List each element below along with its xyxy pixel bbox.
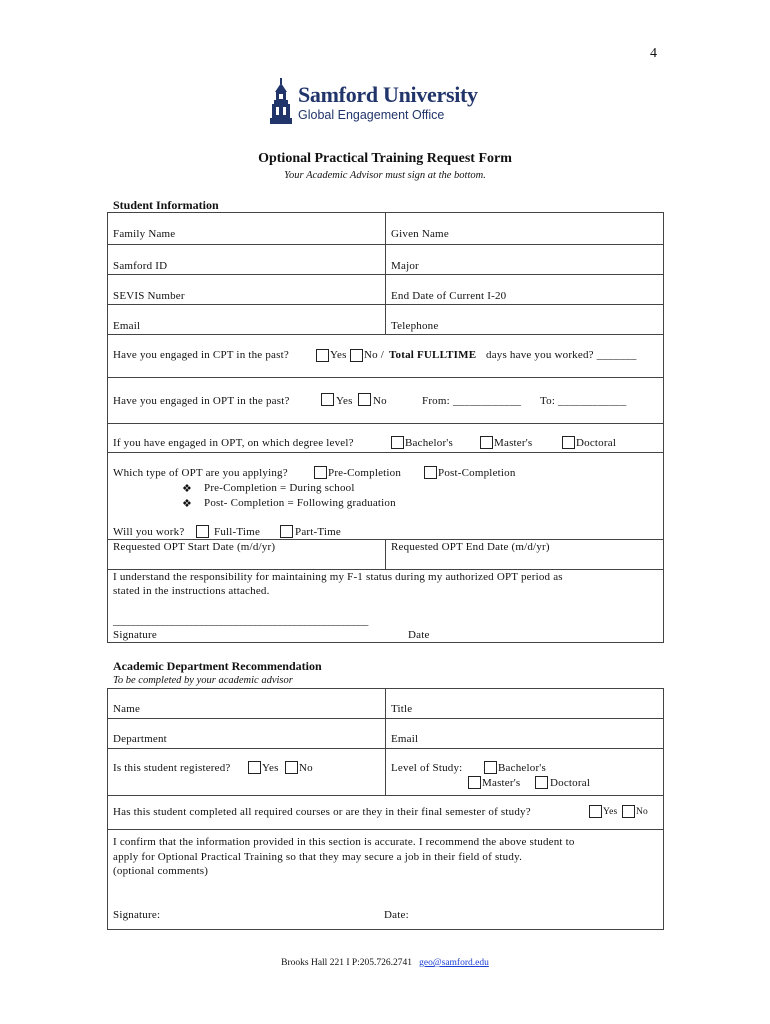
level-of-study-label: Level of Study: [391, 762, 463, 774]
advisor-name-field[interactable]: Name [113, 703, 141, 715]
registered-question: Is this student registered? [113, 762, 231, 774]
part-time-checkbox[interactable] [280, 525, 293, 538]
cpt-question: Have you engaged in CPT in the past? [113, 349, 289, 361]
degree-masters-checkbox[interactable] [480, 436, 493, 449]
courses-no-checkbox[interactable] [622, 805, 635, 818]
optional-comments-field[interactable]: (optional comments) [113, 865, 209, 877]
registered-no-checkbox[interactable] [285, 761, 298, 774]
opt-question: Have you engaged in OPT in the past? [113, 395, 290, 407]
opt-start-date-field[interactable]: Requested OPT Start Date (m/d/yr) [113, 541, 276, 553]
opt-to-field[interactable]: To: ____________ [540, 395, 627, 407]
form-subtitle: Your Academic Advisor must sign at the bottom. [284, 170, 486, 181]
pre-completion-checkbox[interactable] [314, 466, 327, 479]
bullet-pre-completion: Pre-Completion = During school [204, 482, 355, 494]
degree-doctoral-checkbox[interactable] [562, 436, 575, 449]
advisor-signature-label[interactable]: Signature: [113, 909, 161, 921]
cpt-no-label: No / [364, 349, 385, 361]
samford-logo [268, 78, 508, 128]
academic-heading: Academic Department Recommendation [113, 659, 322, 673]
pre-completion-label: Pre-Completion [328, 467, 402, 479]
form-title: Optional Practical Training Request Form [258, 151, 512, 166]
part-time-label: Part-Time [295, 526, 342, 538]
student-info-heading: Student Information [113, 198, 219, 212]
opt-no-label: No [373, 395, 387, 407]
level-bachelors-label: Bachelor's [498, 762, 546, 774]
footer-address: Brooks Hall 221 I P:205.726.2741 [281, 958, 413, 968]
level-doctoral-checkbox[interactable] [535, 776, 548, 789]
post-completion-checkbox[interactable] [424, 466, 437, 479]
advisor-department-field[interactable]: Department [113, 733, 167, 745]
logo-university-name: Samford University [298, 82, 478, 107]
major-field[interactable]: Major [391, 260, 419, 272]
student-date-label[interactable]: Date [408, 629, 430, 641]
level-doctoral-label: Doctoral [550, 777, 591, 789]
advisor-date-label[interactable]: Date: [384, 909, 409, 921]
understand-statement-line2: stated in the instructions attached. [113, 585, 270, 597]
registered-no-label: No [299, 762, 313, 774]
academic-subheading: To be completed by your academic advisor [113, 675, 293, 686]
footer-email-link[interactable]: geo@samford.edu [419, 958, 489, 968]
given-name-field[interactable]: Given Name [391, 228, 449, 240]
post-completion-label: Post-Completion [438, 467, 516, 479]
bullet-icon: ❖ [182, 498, 193, 510]
logo-office-name: Global Engagement Office [298, 108, 445, 122]
advisor-title-field[interactable]: Title [391, 703, 413, 715]
courses-yes-label: Yes [603, 807, 618, 817]
opt-no-checkbox[interactable] [358, 393, 371, 406]
registered-yes-label: Yes [262, 762, 279, 774]
total-fulltime-label: Total FULLTIME [389, 349, 477, 361]
telephone-field[interactable]: Telephone [391, 320, 439, 332]
understand-statement-line1: I understand the responsibility for maintaining my F-1 status during my authorized OPT period as [113, 571, 563, 583]
courses-yes-checkbox[interactable] [589, 805, 602, 818]
full-time-checkbox[interactable] [196, 525, 209, 538]
degree-bachelors-checkbox[interactable] [391, 436, 404, 449]
confirm-statement-line2: apply for Optional Practical Training so that they may secure a job in their field of study. [113, 851, 523, 863]
cpt-yes-checkbox[interactable] [316, 349, 329, 362]
opt-yes-checkbox[interactable] [321, 393, 334, 406]
i20-end-date-field[interactable]: End Date of Current I-20 [391, 290, 507, 302]
full-time-label: Full-Time [214, 526, 261, 538]
degree-doctoral-label: Doctoral [576, 437, 617, 449]
will-you-work-question: Will you work? [113, 526, 185, 538]
courses-no-label: No [636, 807, 649, 817]
bullet-post-completion: Post- Completion = Following graduation [204, 497, 396, 509]
degree-masters-label: Master's [494, 437, 533, 449]
level-masters-label: Master's [482, 777, 521, 789]
level-masters-checkbox[interactable] [468, 776, 481, 789]
footer [0, 958, 770, 968]
tower-icon [268, 78, 294, 126]
confirm-statement-line1: I confirm that the information provided in this section is accurate. I recommend the above student to [113, 836, 575, 848]
sevis-number-field[interactable]: SEVIS Number [113, 290, 185, 302]
signature-line: ____________________________________________________ [113, 615, 368, 627]
days-worked-field[interactable]: days have you worked? _______ [486, 349, 637, 361]
advisor-email-field[interactable]: Email [391, 733, 419, 745]
email-field[interactable]: Email [113, 320, 141, 332]
page-number: 4 [650, 46, 657, 61]
opt-yes-label: Yes [336, 395, 353, 407]
degree-question: If you have engaged in OPT, on which degree level? [113, 437, 354, 449]
cpt-yes-label: Yes [330, 349, 347, 361]
degree-bachelors-label: Bachelor's [405, 437, 453, 449]
student-signature-label[interactable]: Signature [113, 629, 157, 641]
courses-question: Has this student completed all required courses or are they in their final semester of study? [113, 806, 531, 818]
opt-type-question: Which type of OPT are you applying? [113, 467, 288, 479]
level-bachelors-checkbox[interactable] [484, 761, 497, 774]
opt-from-field[interactable]: From: ____________ [422, 395, 522, 407]
opt-end-date-field[interactable]: Requested OPT End Date (m/d/yr) [391, 541, 550, 553]
family-name-field[interactable]: Family Name [113, 228, 176, 240]
samford-id-field[interactable]: Samford ID [113, 260, 168, 272]
cpt-no-checkbox[interactable] [350, 349, 363, 362]
registered-yes-checkbox[interactable] [248, 761, 261, 774]
bullet-icon: ❖ [182, 483, 193, 495]
